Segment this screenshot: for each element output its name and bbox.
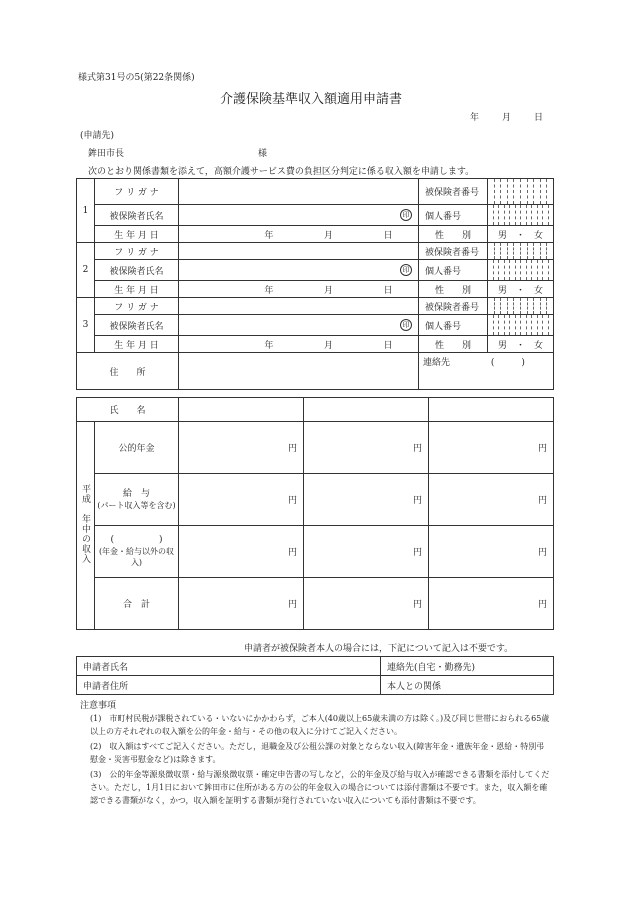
birth-label: 生 年 月 日 bbox=[95, 281, 179, 298]
contact-field[interactable] bbox=[419, 353, 554, 390]
row-number: 1 bbox=[77, 179, 95, 243]
birth-field[interactable] bbox=[179, 336, 419, 353]
birth-month-unit: 月 bbox=[323, 230, 333, 241]
income-table bbox=[76, 397, 554, 630]
applicant-table bbox=[76, 656, 554, 695]
page-title: 介護保険基準収入額適用申請書 bbox=[220, 92, 403, 107]
other-income-label: ( ) (年金・給与以外の収入) bbox=[95, 526, 179, 578]
insured-number-label: 被保険者番号 bbox=[419, 298, 488, 315]
date-day: 日 bbox=[534, 113, 544, 123]
applicant-contact-field[interactable]: 連絡先(自宅・勤務先) bbox=[381, 657, 554, 676]
seal-mark: 印 bbox=[400, 319, 412, 331]
pension-cell[interactable]: 円 bbox=[429, 422, 554, 474]
intro-text: 次のとおり関係書類を添えて，高額介護サービス費の負担区分判定に係る収入額を申請します。 bbox=[88, 167, 475, 177]
persons-table bbox=[76, 178, 554, 390]
name-cell[interactable] bbox=[304, 398, 429, 422]
sex-label: 性 別 bbox=[419, 281, 488, 298]
personal-number-field[interactable] bbox=[488, 315, 554, 336]
salary-cell[interactable]: 円 bbox=[429, 474, 554, 526]
applicant-name-field[interactable]: 申請者氏名 bbox=[77, 657, 381, 676]
total-cell[interactable]: 円 bbox=[429, 578, 554, 630]
contact-paren: ( ) bbox=[490, 358, 525, 368]
other-income-cell[interactable]: 円 bbox=[304, 526, 429, 578]
furigana-label: フ リ ガ ナ bbox=[95, 298, 179, 315]
birth-year-unit: 年 bbox=[264, 230, 274, 241]
birth-day-unit: 日 bbox=[383, 230, 393, 241]
name-field[interactable] bbox=[179, 205, 419, 226]
salary-cell[interactable]: 円 bbox=[304, 474, 429, 526]
notes-heading: 注意事項 bbox=[80, 701, 117, 711]
birth-field[interactable] bbox=[179, 226, 419, 243]
total-label: 合 計 bbox=[95, 578, 179, 630]
name-label: 被保険者氏名 bbox=[95, 205, 179, 226]
form-number: 様式第31号の5(第22条関係) bbox=[78, 73, 195, 83]
notes-list bbox=[90, 712, 552, 807]
insured-number-label: 被保険者番号 bbox=[419, 243, 488, 260]
name-label: 被保険者氏名 bbox=[95, 260, 179, 281]
name-field[interactable] bbox=[179, 315, 419, 336]
furigana-label: フ リ ガ ナ bbox=[95, 179, 179, 205]
personal-number-field[interactable] bbox=[488, 260, 554, 281]
birth-day-unit: 日 bbox=[383, 285, 393, 296]
birth-month-unit: 月 bbox=[323, 285, 333, 296]
pension-cell[interactable]: 円 bbox=[304, 422, 429, 474]
sex-field[interactable]: 男 ・ 女 bbox=[488, 226, 554, 243]
applicant-address-field[interactable]: 申請者住所 bbox=[77, 676, 381, 695]
birth-label: 生 年 月 日 bbox=[95, 226, 179, 243]
birth-month-unit: 月 bbox=[323, 340, 333, 351]
mayor: 鉾田市長 bbox=[88, 149, 125, 159]
name-cell[interactable] bbox=[179, 398, 304, 422]
furigana-field[interactable] bbox=[179, 298, 419, 315]
honorific: 様 bbox=[258, 149, 268, 159]
personal-number-field[interactable] bbox=[488, 205, 554, 226]
address-field[interactable] bbox=[179, 353, 419, 390]
birth-year-unit: 年 bbox=[264, 285, 274, 296]
sex-label: 性 別 bbox=[419, 336, 488, 353]
name-cell[interactable] bbox=[429, 398, 554, 422]
income-year-label: 平成 年中の収入 bbox=[77, 422, 95, 630]
pension-label: 公的年金 bbox=[95, 422, 179, 474]
note-item: (2) 収入額はすべてご記入ください。ただし，退職金及び公租公課の対象とならない収入(障害年金・遺族年金・恩給・特別弔慰金・災害弔慰金など)は除きます。 bbox=[90, 742, 545, 764]
date-year: 年 bbox=[470, 113, 480, 123]
personal-number-label: 個人番号 bbox=[419, 260, 488, 281]
name-header: 氏 名 bbox=[77, 398, 179, 422]
salary-label: 給 与 (パート収入等を含む) bbox=[95, 474, 179, 526]
date-month: 月 bbox=[502, 113, 512, 123]
personal-number-label: 個人番号 bbox=[419, 205, 488, 226]
total-cell[interactable]: 円 bbox=[304, 578, 429, 630]
seal-mark: 印 bbox=[400, 264, 412, 276]
contact-label: 連絡先 bbox=[423, 358, 451, 368]
row-number: 2 bbox=[77, 243, 95, 298]
birth-year-unit: 年 bbox=[264, 340, 274, 351]
applicant-relation-field[interactable]: 本人との関係 bbox=[381, 676, 554, 695]
seal-mark: 印 bbox=[400, 209, 412, 221]
insured-number-field[interactable] bbox=[488, 179, 554, 205]
furigana-field[interactable] bbox=[179, 179, 419, 205]
other-income-cell[interactable]: 円 bbox=[179, 526, 304, 578]
salary-cell[interactable]: 円 bbox=[179, 474, 304, 526]
note-item: (3) 公的年金等源泉徴収票・給与源泉徴収票・確定申告書の写しなど，公的年金及び給与収入が確認できる書類を添付してください。ただし，1月1日において鉾田市に住所がある方の公的年金収入の場合については添付書類は不要です。また，収入額を確認できる書類がなく，かつ，収入額を証明する書類が発行されていない収入についても添付書類は不要です。 bbox=[90, 770, 550, 805]
birth-day-unit: 日 bbox=[383, 340, 393, 351]
name-label: 被保険者氏名 bbox=[95, 315, 179, 336]
other-income-cell[interactable]: 円 bbox=[429, 526, 554, 578]
furigana-label: フ リ ガ ナ bbox=[95, 243, 179, 260]
insured-number-field[interactable] bbox=[488, 298, 554, 315]
addressee-label: (申請先) bbox=[80, 131, 115, 141]
sex-label: 性 別 bbox=[419, 226, 488, 243]
note-item: (1) 市町村民税が課税されている・いないにかかわらず，ご本人(40歳以上65歳未満の方は除く。)及び同じ世帯におられる65歳以上の方それぞれの収入額を公的年金・給与・その他の収入に分けてご記入ください。 bbox=[90, 714, 550, 736]
birth-label: 生 年 月 日 bbox=[95, 336, 179, 353]
sex-field[interactable]: 男 ・ 女 bbox=[488, 281, 554, 298]
insured-number-field[interactable] bbox=[488, 243, 554, 260]
furigana-field[interactable] bbox=[179, 243, 419, 260]
birth-field[interactable] bbox=[179, 281, 419, 298]
row-number: 3 bbox=[77, 298, 95, 353]
personal-number-label: 個人番号 bbox=[419, 315, 488, 336]
applicant-note: 申請者が被保険者本人の場合には，下記について記入は不要です。 bbox=[244, 644, 514, 654]
name-field[interactable] bbox=[179, 260, 419, 281]
sex-field[interactable]: 男 ・ 女 bbox=[488, 336, 554, 353]
total-cell[interactable]: 円 bbox=[179, 578, 304, 630]
insured-number-label: 被保険者番号 bbox=[419, 179, 488, 205]
pension-cell[interactable]: 円 bbox=[179, 422, 304, 474]
address-label: 住 所 bbox=[77, 353, 179, 390]
